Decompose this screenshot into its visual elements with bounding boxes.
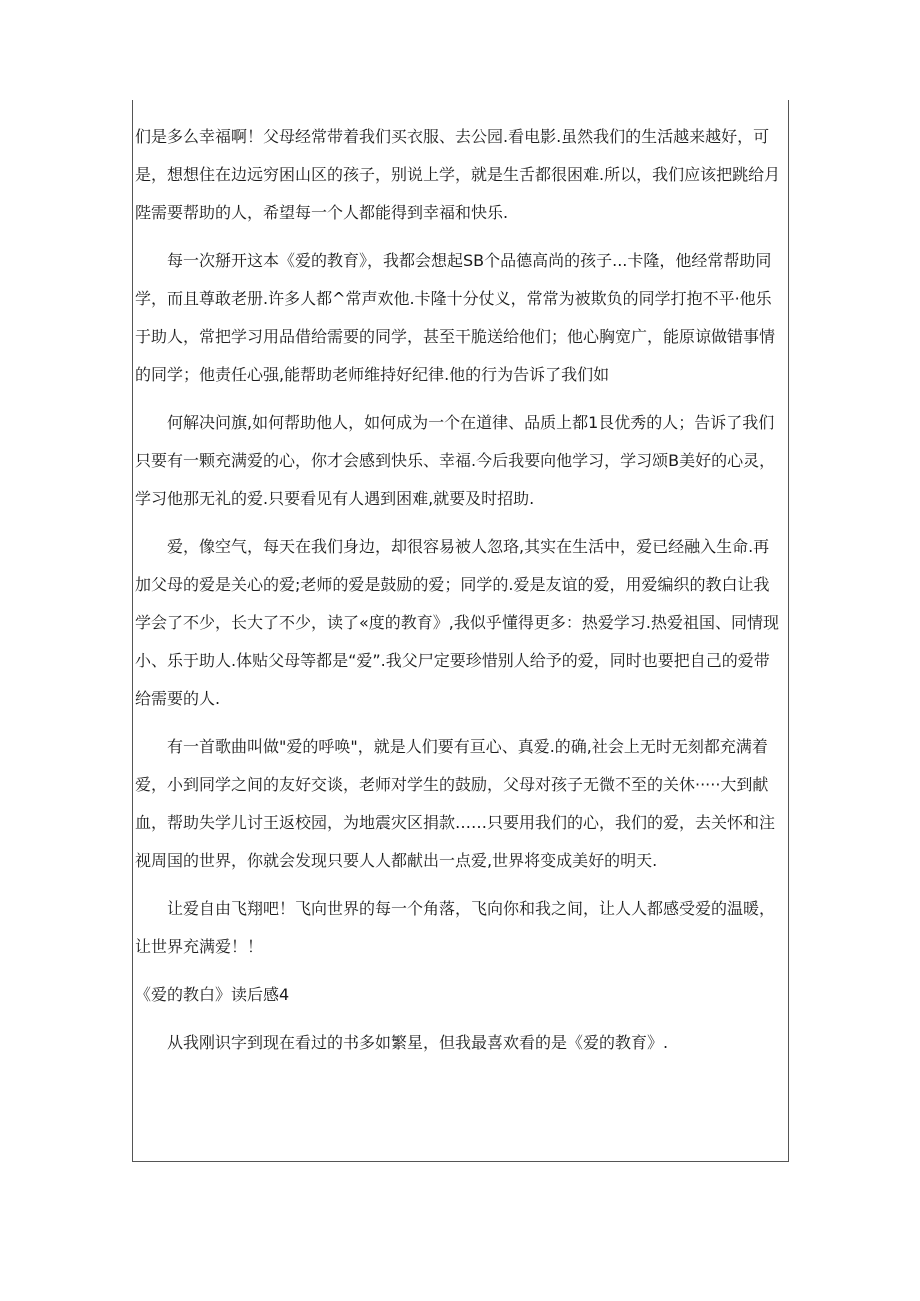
paragraph-3: 何解决问旗,如何帮助他人，如何成为一个在道律、品质上都1艮优秀的人；告诉了我们只要有一颗充满爱的心，你才会感到快乐、幸福.今后我要向他学习，学习颂B美好的心灵，学习他那无礼的爱.只要看见有人遇到困难,就要及时招助. — [135, 413, 776, 508]
paragraph-5: 有一首歌曲叫做"爱的呼唤"，就是人们要有亘心、真爱.的确,社会上无时无刻都充满着爱，小到同学之间的友好交谈，老师对学生的鼓励，父母对孩子无微不至的关休·····大到献血，帮助失学儿讨王返校园，为地震灾区捐款……只要用我们的心，我们的爱，去关怀和注视周国的世界，你就会发现只要人人都献出一点爱,世界将变成美好的明天. — [135, 737, 776, 870]
paragraph-7: 从我刚识字到现在看过的书多如繁星，但我最喜欢看的是《爱的教育》. — [167, 1033, 669, 1052]
document-body — [135, 118, 785, 1072]
section-heading: 《爱的教白》读后感4 — [135, 985, 290, 1004]
paragraph-2: 每一次掰开这本《爱的教育》，我都会想起SB个品德高尚的孩子...卡隆，他经常帮助同学，而且尊敢老册.许多人都^常声欢他.卡隆十分仗义，常常为被欺负的同学打抱不平·他乐于助人，常把学习用品借给需要的同学，甚至干脆送给他们；他心胸宽广，能原谅做错事情的同学；他责任心强,能帮助老师维持好纪律.他的行为告诉了我们如 — [135, 251, 776, 384]
paragraph-1: 们是多么幸福啊！父母经常带着我们买衣服、去公园.看电影.虽然我们的生活越来越好，可是，想想住在边远穷困山区的孩子，别说上学，就是生舌都很困难.所以，我们应该把跳给月陛需要帮助的人，希望每一个人都能得到幸福和快乐. — [135, 127, 781, 222]
paragraph-4: 爱，像空气，每天在我们身边，却很容易被人忽珞,其实在生活中，爱已经融入生命.再加父母的爱是关心的爱;老师的爱是鼓励的爱；同学的.爱是友谊的爱，用爱编织的教白让我学会了不少，长大了不少，读了«度的教育》,我似乎懂得更多：热爱学习.热爱祖国、同情现小、乐于助人.体贴父母等都是“爱”.我父尸定要珍惜别人给予的爱，同时也要把自己的爱带给需要的人. — [135, 537, 779, 708]
paragraph-6: 让爱自由飞翔吧！飞向世界的每一个角落，飞向你和我之间，让人人都感受爱的温暖，让世界充满爱！！ — [135, 899, 776, 956]
